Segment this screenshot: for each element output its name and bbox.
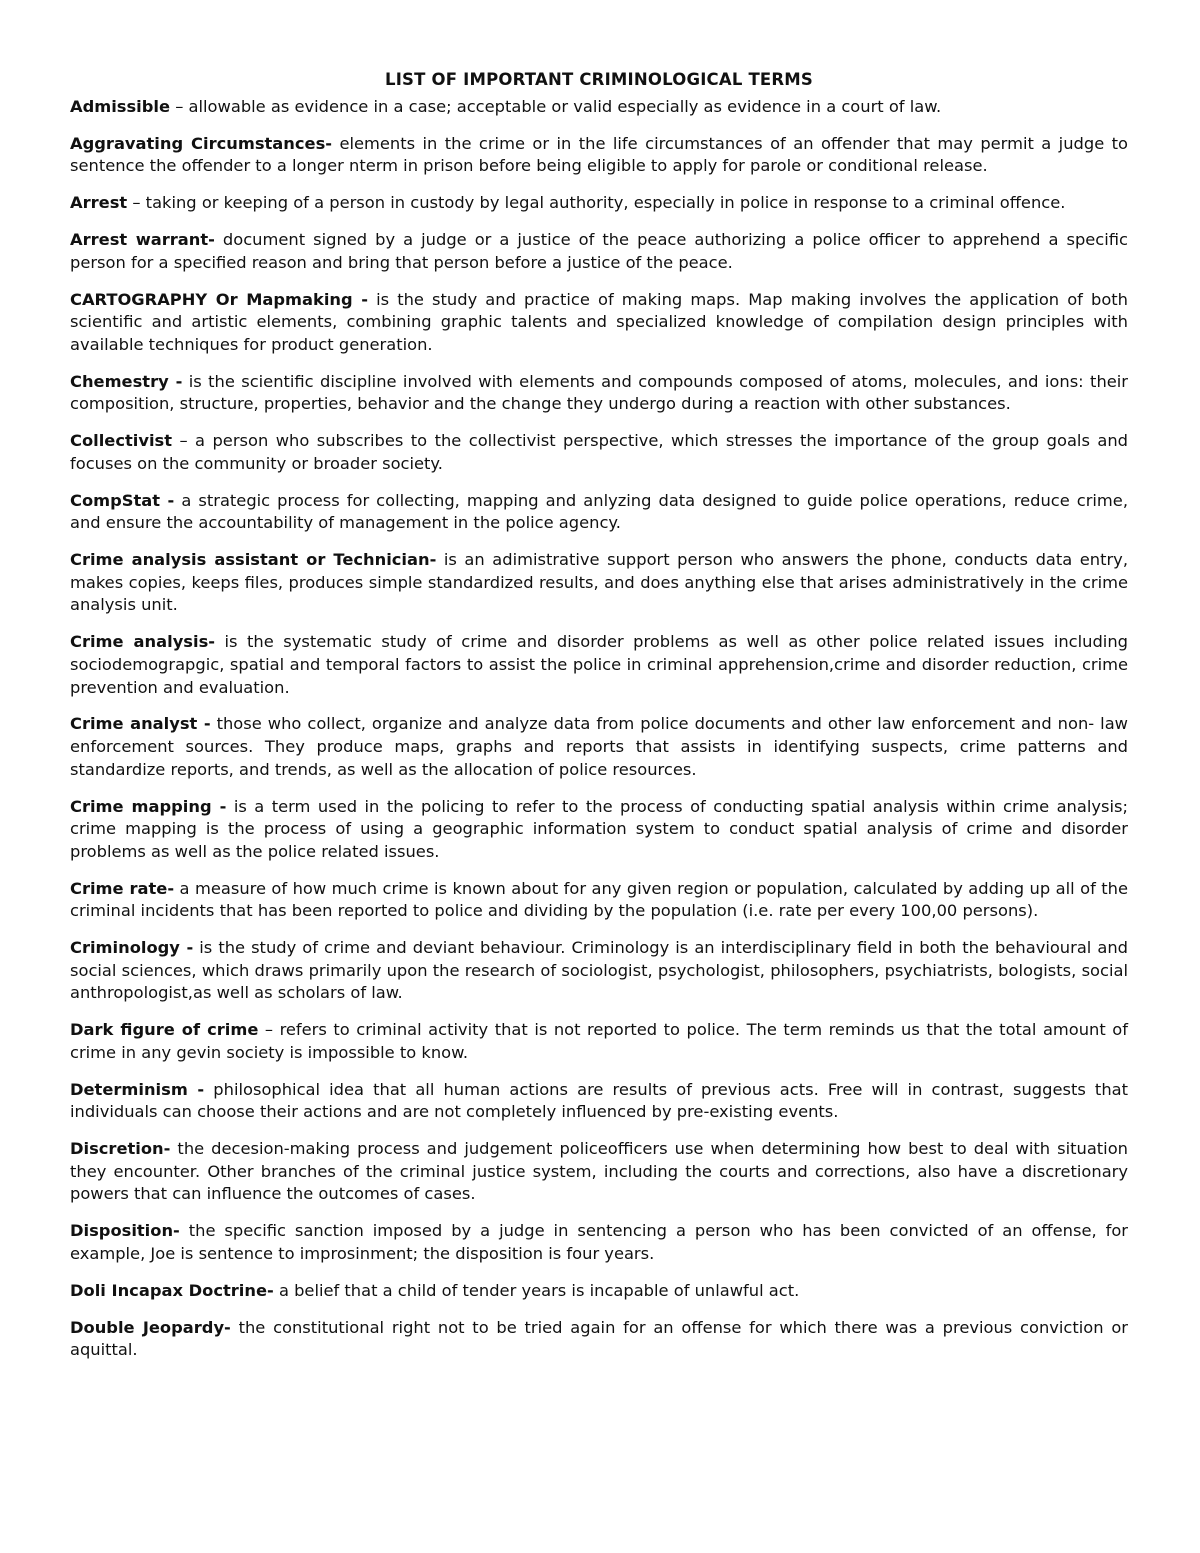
entry-definition: is the study of crime and deviant behaviour. Criminology is an interdisciplinary field in both the behavioural and social sciences, which draws primarily upon the research of sociologist, psychologist, philosophers, psychiatrists, bologists, social anthropologist,as well as scholars of law. bbox=[70, 938, 1128, 1003]
entry-term: Aggravating Circumstances- bbox=[70, 133, 333, 153]
entry-definition: document signed by a judge or a justice of the peace authorizing a police officer to apprehend a specific person for a specified reason and bring that person before a justice of the peace. bbox=[70, 230, 1128, 272]
glossary-entry bbox=[70, 1220, 1128, 1265]
glossary-entry bbox=[70, 192, 1128, 215]
entry-definition: is the scientific discipline involved with elements and compounds composed of atoms, molecules, and ions: their composition, structure, properties, behavior and the change they undergo during a reaction with other substances. bbox=[70, 371, 1128, 414]
document-title: LIST OF IMPORTANT CRIMINOLOGICAL TERMS bbox=[384, 70, 814, 89]
entry-term: Dark figure of crime bbox=[70, 1020, 259, 1040]
glossary-entry bbox=[70, 796, 1128, 864]
entry-definition: elements in the crime or in the life circumstances of an offender that may permit a judge to sentence the offender to a longer nterm in prison before being eligible to apply for parole or conditional release. bbox=[70, 133, 1128, 176]
entry-definition: – allowable as evidence in a case; acceptable or valid especially as evidence in a court of law. bbox=[170, 97, 942, 116]
entry-definition: those who collect, organize and analyze data from police documents and other law enforcement and non- law enforcement sources. They produce maps, graphs and reports that assists in identifying suspects, crime patterns and standardize reports, and trends, as well as the allocation of police resources. bbox=[70, 714, 1128, 779]
glossary-entry bbox=[70, 1138, 1128, 1206]
entry-term: Crime mapping - bbox=[70, 796, 227, 816]
glossary-entry bbox=[70, 1079, 1128, 1124]
glossary-entry bbox=[70, 937, 1128, 1005]
glossary-list bbox=[70, 96, 1128, 1362]
glossary-entry bbox=[70, 878, 1128, 923]
glossary-entry bbox=[70, 1317, 1128, 1362]
entry-definition: a belief that a child of tender years is incapable of unlawful act. bbox=[273, 1280, 800, 1300]
entry-definition: is a term used in the policing to refer to the process of conducting spatial analysis within crime analysis; crime mapping is the process of using a geographic information system to conduct spatial analysis of crime and disorder problems as well as the police related issues. bbox=[70, 796, 1128, 861]
entry-definition: is the study and practice of making maps. Map making involves the application of both scientific and artistic elements, combining graphic talents and specialized knowledge of compilation design principles with available techniques for product generation. bbox=[70, 289, 1128, 354]
entry-definition: philosophical idea that all human actions are results of previous acts. Free will in contrast, suggests that individuals can choose their actions and are not completely influenced by pre-existing events. bbox=[70, 1079, 1128, 1122]
entry-term: Double Jeopardy- bbox=[70, 1317, 231, 1337]
glossary-entry bbox=[70, 1019, 1128, 1064]
glossary-entry bbox=[70, 1280, 1128, 1303]
entry-definition: the specific sanction imposed by a judge in sentencing a person who has been convicted of an offense, for example, Joe is sentence to improsinment; the disposition is four years. bbox=[70, 1221, 1128, 1263]
entry-definition: – a person who subscribes to the collectivist perspective, which stresses the importance of the group goals and focuses on the community or broader society. bbox=[70, 431, 1128, 473]
entry-term: CompStat - bbox=[70, 490, 175, 510]
glossary-entry bbox=[70, 549, 1128, 617]
entry-term: Discretion- bbox=[70, 1139, 171, 1159]
document-page bbox=[70, 68, 1128, 1376]
entry-term: CARTOGRAPHY Or Mapmaking - bbox=[70, 289, 369, 309]
entry-definition: is an adimistrative support person who answers the phone, conducts data entry, makes copies, keeps files, produces simple standardized results, and does anything else that arises administratively in the crime analysis unit. bbox=[70, 550, 1128, 615]
glossary-entry bbox=[70, 289, 1128, 357]
entry-definition: – refers to criminal activity that is not reported to police. The term reminds us that the total amount of crime in any gevin society is impossible to know. bbox=[70, 1020, 1128, 1062]
entry-definition: the constitutional right not to be tried again for an offense for which there was a previous conviction or aquittal. bbox=[70, 1317, 1128, 1360]
entry-definition: a measure of how much crime is known about for any given region or population, calculated by adding up all of the criminal incidents that has been reported to police and dividing by the population (i.e. rate per every 100,00 persons). bbox=[70, 878, 1128, 921]
entry-term: Crime rate- bbox=[70, 878, 175, 898]
entry-term: Collectivist bbox=[70, 431, 173, 451]
glossary-entry bbox=[70, 713, 1128, 781]
entry-term: Crime analysis assistant or Technician- bbox=[70, 550, 437, 570]
entry-definition: the decesion-making process and judgement policeofficers use when determining how best to deal with situation they encounter. Other branches of the criminal justice system, including the courts and corrections, also have a discretionary powers that can influence the outcomes of cases. bbox=[70, 1139, 1128, 1204]
entry-term: Crime analysis- bbox=[70, 632, 216, 652]
entry-term: Disposition- bbox=[70, 1221, 180, 1241]
glossary-entry bbox=[70, 430, 1128, 475]
glossary-entry bbox=[70, 371, 1128, 416]
glossary-entry bbox=[70, 96, 1128, 119]
glossary-entry bbox=[70, 133, 1128, 178]
entry-term: Arrest warrant- bbox=[70, 230, 215, 250]
glossary-entry bbox=[70, 229, 1128, 274]
entry-definition: – taking or keeping of a person in custody by legal authority, especially in police in response to a criminal offence. bbox=[127, 193, 1066, 213]
entry-definition: is the systematic study of crime and disorder problems as well as other police related issues including sociodemograpgic, spatial and temporal factors to assist the police in criminal apprehension,crime and disorder reduction, crime prevention and evaluation. bbox=[70, 632, 1128, 697]
entry-term: Admissible bbox=[70, 97, 171, 116]
entry-term: Criminology - bbox=[70, 938, 194, 958]
entry-definition: a strategic process for collecting, mapping and anlyzing data designed to guide police operations, reduce crime, and ensure the accountability of management in the police agency. bbox=[70, 490, 1128, 533]
entry-term: Doli Incapax Doctrine- bbox=[70, 1280, 274, 1300]
glossary-entry bbox=[70, 490, 1128, 535]
entry-term: Arrest bbox=[70, 193, 128, 213]
glossary-entry bbox=[70, 631, 1128, 699]
entry-term: Crime analyst - bbox=[70, 714, 211, 734]
entry-term: Determinism - bbox=[70, 1079, 205, 1099]
entry-term: Chemestry - bbox=[70, 371, 183, 391]
